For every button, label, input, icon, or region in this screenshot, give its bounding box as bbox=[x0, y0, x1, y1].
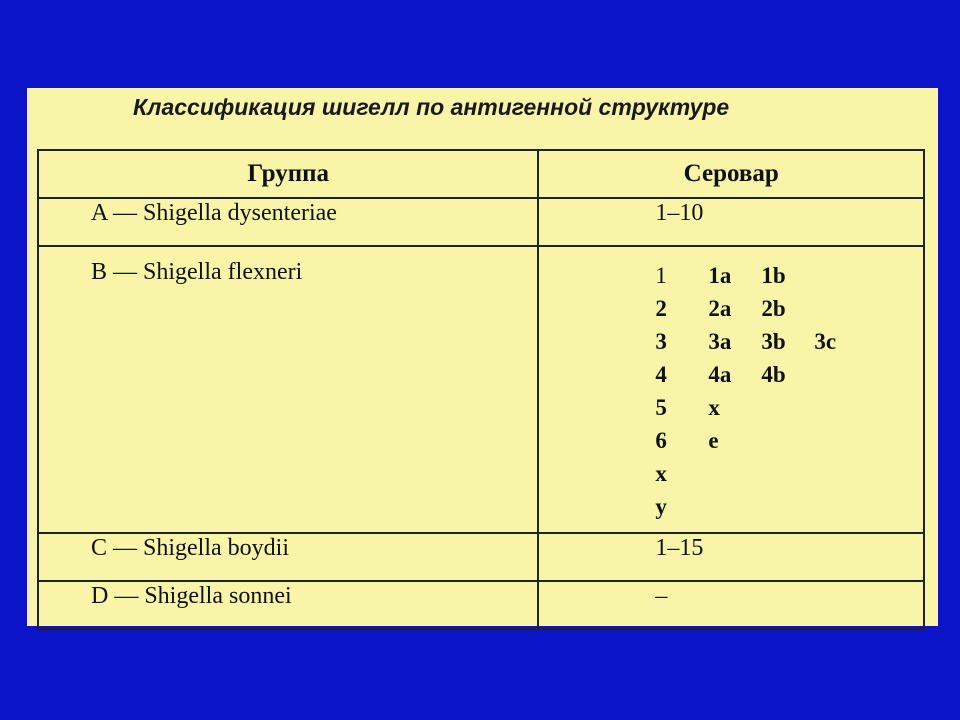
serovar-value bbox=[708, 457, 761, 490]
serovar-value: x bbox=[708, 395, 720, 420]
group-cell: C — Shigella boydii bbox=[38, 533, 538, 581]
slide-title: Классификация шигелл по антигенной структуре bbox=[133, 94, 730, 120]
serovar-value bbox=[761, 457, 814, 490]
header-serovar: Серовар bbox=[538, 150, 924, 198]
serovar-value: 3a bbox=[708, 329, 732, 354]
table-row bbox=[38, 198, 924, 246]
serovar-value bbox=[761, 424, 814, 457]
classification-table bbox=[37, 149, 925, 630]
serovar-line bbox=[655, 490, 922, 523]
serovar-line bbox=[655, 391, 922, 424]
serovar-line bbox=[655, 292, 922, 325]
serovar-value: 4b bbox=[761, 362, 786, 387]
serovar-cell bbox=[538, 246, 924, 533]
serovar-value: 3 bbox=[655, 329, 667, 354]
serovar-value bbox=[814, 490, 867, 523]
serovar-value: 1b bbox=[761, 263, 786, 288]
serovar-value: 1a bbox=[708, 263, 732, 288]
serovar-value: 4 bbox=[655, 362, 667, 387]
serovar-value: 2b bbox=[761, 296, 786, 321]
serovar-value bbox=[814, 358, 867, 391]
table-row bbox=[38, 581, 924, 629]
serovar-value: 3b bbox=[761, 329, 786, 354]
serovar-value: 4a bbox=[708, 362, 732, 387]
serovar-value: y bbox=[655, 494, 667, 519]
serovar-value: 3c bbox=[814, 329, 837, 354]
table-row bbox=[38, 533, 924, 581]
serovar-line bbox=[655, 259, 922, 292]
serovar-value: 5 bbox=[655, 395, 667, 420]
serovar-cell: – bbox=[538, 581, 924, 629]
content-panel bbox=[27, 88, 938, 626]
serovar-line bbox=[655, 358, 922, 391]
serovar-value bbox=[814, 424, 867, 457]
serovar-value: x bbox=[655, 461, 667, 486]
serovar-value bbox=[814, 259, 867, 292]
serovar-value bbox=[761, 391, 814, 424]
serovar-value: 1 bbox=[655, 263, 667, 288]
serovar-value bbox=[814, 292, 867, 325]
serovar-line bbox=[655, 325, 922, 358]
serovar-value: 2 bbox=[655, 296, 667, 321]
serovar-value bbox=[814, 391, 867, 424]
serovar-cell: 1–15 bbox=[538, 533, 924, 581]
serovar-value bbox=[814, 457, 867, 490]
group-cell: B — Shigella flexneri bbox=[38, 246, 538, 533]
group-cell: D — Shigella sonnei bbox=[38, 581, 538, 629]
serovar-line bbox=[655, 424, 922, 457]
serovar-value: e bbox=[708, 428, 719, 453]
serovar-value: 2a bbox=[708, 296, 732, 321]
table-row bbox=[38, 246, 924, 533]
header-row bbox=[38, 150, 924, 198]
group-cell: A — Shigella dysenteriae bbox=[38, 198, 538, 246]
header-group: Группа bbox=[38, 150, 538, 198]
serovar-value bbox=[708, 490, 761, 523]
serovar-line bbox=[655, 457, 922, 490]
serovar-value bbox=[761, 490, 814, 523]
serovar-cell: 1–10 bbox=[538, 198, 924, 246]
serovar-value: 6 bbox=[655, 428, 667, 453]
